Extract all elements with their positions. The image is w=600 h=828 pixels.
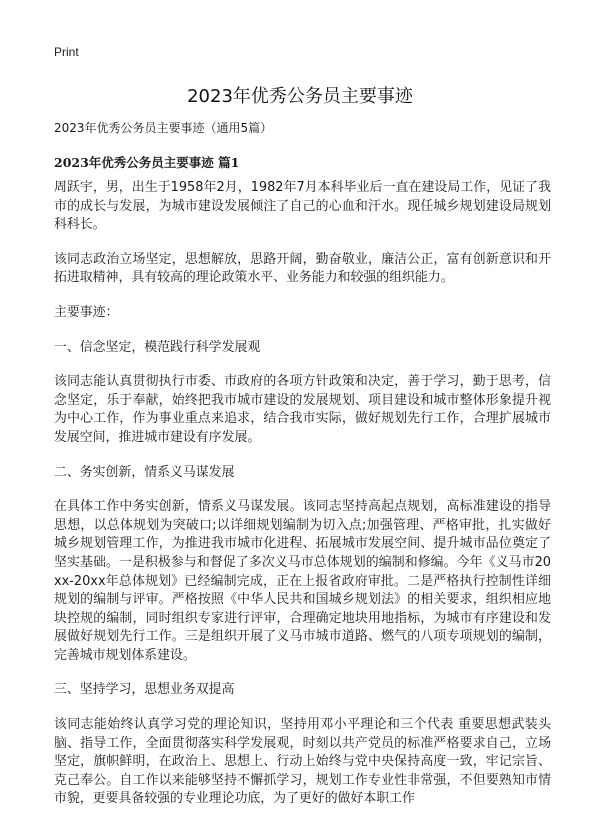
subheading-1: 一、信念坚定，模范践行科学发展观 [54,339,261,355]
document-subtitle: 2023年优秀公务员主要事迹（通用5篇） [54,121,273,135]
document-body [54,120,551,825]
paragraph-2: 在具体工作中务实创新，情系义马谋发展。该同志坚持高起点规划，高标准建设的指导思想，以总体规划为突破口;以详细规划编制为切入点;加强管理、严格审批，扎实做好城乡规划管理工作，为推进我市城市化进程、拓展城市发展空间、提升城市品位奠定了坚实基础。一是积极参与和督促了多次义马市总体规划的编制和修编。今年《义马市20xx-20xx年总体规划》已经编制完成，正在上报省政府审批。二是严格执行控制性详细规划的编制与评审。严格按照《中华人民共和国城乡规划法》的相关要求，组织相应地块控规的编制，同时组织专家进行评审，合理确定地块用地指标，为城市有序建设和发展做好规划先行工作。三是组织开展了义马市城市道路、燃气的八项专项规划的编制，完善城市规划体系建设。 [54,499,551,663]
paragraph-3: 该同志能始终认真学习党的理论知识，坚持用邓小平理论和三个代表 重要思想武装头脑、指导工作，全面贯彻落实科学发展观，时刻以共产党员的标准严格要求自己，立场坚定，旗帜鲜明，在政治上、思想上、行动上始终与党中央保持高度一致，牢记宗旨、克己奉公。自工作以来能够坚持不懈抓学习，规划工作专业性非常强，不但要熟知市情市貌，更要具备较强的专业理论功底，为了更好的做好本职工作 [54,717,551,807]
paragraph-intro: 周跃宇，男，出生于1958年2月，1982年7月本科毕业后一直在建设局工作，见证了我市的成长与发展，为城市建设发展倾注了自己的心血和汗水。现任城乡规划建设局规划科科长。 [54,180,551,233]
document-title: 2023年优秀公务员主要事迹 [187,86,413,107]
main-deeds-label: 主要事迹： [54,304,119,320]
subheading-3: 三、坚持学习，思想业务双提高 [54,682,235,698]
paragraph-summary: 该同志政治立场坚定，思想解放，思路开阔，勤奋敬业，廉洁公正，富有创新意识和开拓进取精神，具有较高的理论政策水平、业务能力和较强的组织能力。 [54,251,551,286]
subheading-2: 二、务实创新，情系义马谋发展 [54,464,235,480]
print-link[interactable]: Print [54,45,79,59]
section-heading: 2023年优秀公务员主要事迹 篇1 [54,155,240,170]
paragraph-1: 该同志能认真贯彻执行市委、市政府的各项方针政策和决定，善于学习，勤于思考，信念坚定，乐于奉献，始终把我市城市建设的发展规划、项目建设和城市整体形象提升视为中心工作，作为事业重点来追求，结合我市实际，做好规划先行工作，合理扩展城市发展空间，推进城市建设有序发展。 [54,374,551,445]
